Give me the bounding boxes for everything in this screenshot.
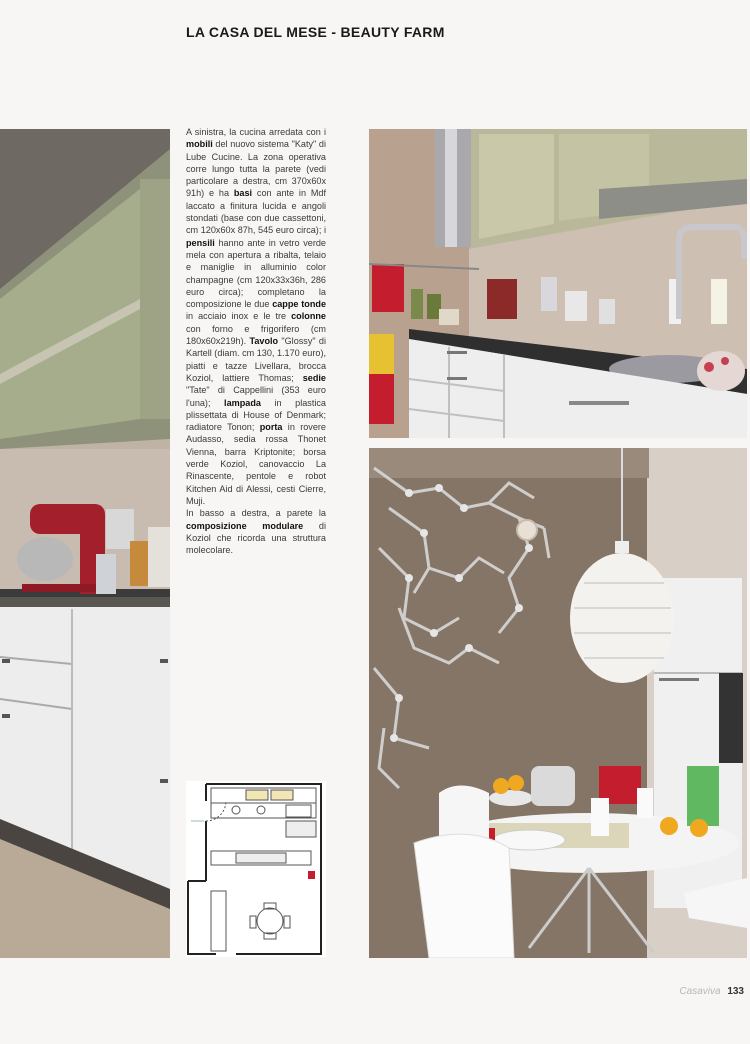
bold-keyword: basi: [233, 188, 253, 199]
text-run: del nuovo sistema "Katy" di Lube Cucine. La zona operativa corre lungo tutta la parete (vedi particolare a destra, cm 370x60x 91h) e ha: [186, 139, 326, 199]
kitchen-counter-photo: [369, 129, 747, 438]
page-footer: [679, 986, 744, 997]
text-run: con forno e frigorifero (cm 180x60x219h).: [186, 323, 326, 347]
floor-plan: [186, 781, 326, 957]
text-run: A sinistra, la cucina arredata con i: [186, 127, 326, 137]
text-run: hanno ante in vetro verde mela con apertura a ribalta, telaio e maniglie in alluminio color champagne (cm 120x33x36h, 286 euro circa); completano la composizione le due: [186, 237, 326, 310]
text-run: in acciaio inox e le tre: [186, 311, 292, 322]
text-run: "Tate" di Cappellini (353 euro l'una);: [186, 385, 326, 408]
text-run: in rovere Audasso, sedia rossa Thonet Vienna, barra Kriptonite; borsa verde Koziol, canovaccio La Rinascente, pentole e robot Kitchen Aid di Alessi, cesti Cierre, Muji.: [186, 422, 326, 506]
bold-keyword: porta: [259, 422, 283, 433]
page-number: 133: [727, 986, 744, 997]
article-paragraph-1: [186, 126, 326, 507]
text-run: In basso a destra, a parete la: [186, 508, 326, 519]
kitchen-photo-left: [0, 129, 170, 958]
article-text: [186, 126, 326, 556]
bold-keyword: pensili: [186, 237, 215, 248]
page-header: LA CASA DEL MESE - BEAUTY FARM: [186, 24, 445, 40]
text-run: "Glossy" di Kartell (diam. cm 130, 1.170 euro), piatti e tazze Livellara, brocca Koziol, lattiere Thomas;: [186, 336, 327, 383]
bold-keyword: sedie: [302, 372, 326, 383]
text-run: di Koziol che ricorda una struttura molecolare.: [186, 520, 327, 556]
bold-keyword: colonne: [291, 311, 326, 322]
bold-keyword: lampada: [224, 397, 261, 408]
bold-keyword: composizione modulare: [186, 520, 304, 531]
bold-keyword: mobili: [186, 139, 213, 150]
bold-keyword: cappe tonde: [272, 299, 326, 310]
magazine-name: Casaviva: [679, 986, 721, 997]
article-paragraph-2: [186, 507, 326, 556]
dining-area-photo: [369, 448, 747, 958]
bold-keyword: Tavolo: [249, 336, 279, 347]
text-run: con ante in Mdf laccato a finitura lucida e angoli stondati (base con due cassettoni, cm 120x60x 87h, 545 euro circa); i: [186, 188, 326, 236]
text-run: in plastica plissettata di House of Denmark; radiatore Tonon;: [186, 397, 326, 433]
